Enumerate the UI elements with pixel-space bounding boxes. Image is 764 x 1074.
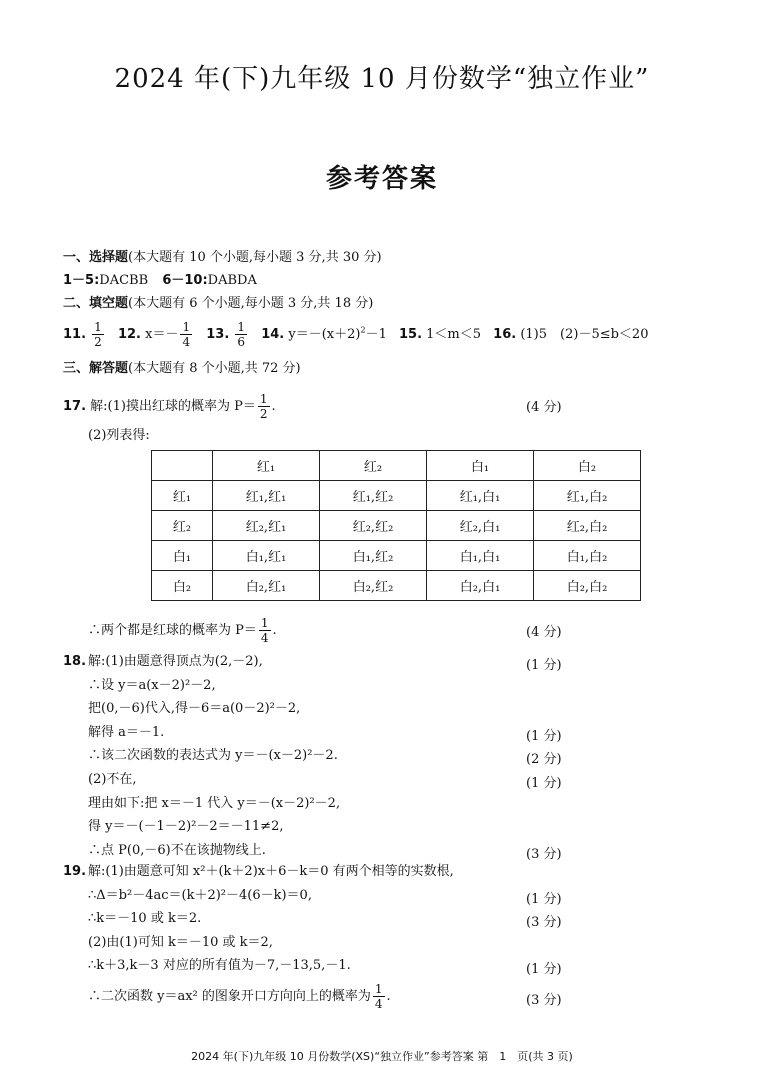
q19-number: 19. [63,864,87,879]
q15-answer: 1＜m＜5 [426,327,482,342]
q19-last-line: ∴二次函数 y＝ax² 的图象开口方向向上的概率为 [88,989,371,1004]
table-header-cell: 白₁ [427,451,534,481]
q17-score2: (4 分) [526,625,562,640]
table-cell: 红₁,红₂ [320,481,427,511]
probability-table [151,450,641,601]
q17-line3: ∴两个都是红球的概率为 P＝ [88,623,257,638]
q17-number: 17. [63,399,87,414]
q18-line: 理由如下:把 x＝－1 代入 y＝－(x－2)²－2, [88,795,341,811]
q19-line: ∴Δ＝b²－4ac＝(k＋2)²－4(6－k)＝0, [88,887,312,903]
q12-fraction: $\frac{1}{4}$ [182,320,191,349]
q19-conclusion: ∴二次函数 y＝ax² 的图象开口方向向上的概率为 $\frac{1}{4}$ . [88,982,391,1011]
q18-score: (1 分) [526,728,562,744]
q11-number: 11. [63,327,87,342]
table-cell: 红₁,白₂ [534,481,641,511]
table-row [152,481,641,511]
table-cell: 红₁,红₁ [213,481,320,511]
q17-score1: (4 分) [526,400,562,415]
q18-line: ∴点 P(0,－6)不在该抛物线上. [88,842,266,858]
q18-line: 得 y＝－(－1－2)²－2＝－11≠2, [88,819,284,835]
q19-line: ∴k＝－10 或 k＝2. [88,911,202,926]
table-header-row [152,451,641,481]
table-row [152,541,641,571]
table-cell: 红₁,白₁ [427,481,534,511]
q17-fraction2: $\frac{1}{4}$ [260,616,269,645]
page-footer: 2024 年(下)九年级 10 月份数学(XS)“独立作业”参考答案 第 1 页(共 3 页) [191,1050,573,1063]
q19-score-last: (3 分) [526,993,562,1008]
q15-number: 15. [398,327,423,342]
q13-fraction: $\frac{1}{6}$ [237,320,246,349]
q11-fraction: $\frac{1}{2}$ [94,320,102,349]
section-solve [63,361,301,377]
table-cell: 白₁,红₁ [213,541,320,571]
table-cell: 白₁,红₂ [320,541,427,571]
table-cell: 红₂,白₂ [534,511,641,541]
section-solve-note: (本大题有 8 个小题,共 72 分) [128,361,301,376]
table-header-cell: 红₁ [213,451,320,481]
section-choice-head: 一、选择题 [63,250,129,265]
q18-line: 把(0,－6)代入,得－6＝a(0－2)²－2, [88,701,301,717]
table-corner-cell [152,451,213,481]
q18-line: ∴设 y＝a(x－2)²－2, [88,677,216,693]
q18-line: 解:(1)由题意得顶点为(2,－2), [88,654,263,669]
table-cell: 白₂,红₁ [213,571,320,601]
q19-fraction: $\frac{1}{4}$ [374,982,383,1011]
choice-range-a: 1－5: [63,273,100,288]
table-row-head: 白₂ [152,571,213,601]
table-cell: 白₂,白₂ [534,571,641,601]
choice-answers [63,273,257,289]
table-row [152,571,641,601]
section-fill [63,296,373,312]
choice-answers-b: DABDA [207,273,257,288]
q19-line: (2)由(1)可知 k＝－10 或 k＝2, [88,934,273,950]
q19-score: (1 分) [526,891,562,907]
table-cell: 红₂,白₁ [427,511,534,541]
section-fill-note: (本大题有 6 个小题,每小题 3 分,共 18 分) [128,296,374,311]
table-cell: 红₂,红₂ [320,511,427,541]
page-subtitle: 参考答案 [325,164,438,194]
q18-line: ∴该二次函数的表达式为 y＝－(x－2)²－2. [88,748,338,764]
table-cell: 白₂,白₁ [427,571,534,601]
table-cell: 白₁,白₂ [534,541,641,571]
q18-score: (2 分) [526,752,562,768]
table-cell: 红₂,红₁ [213,511,320,541]
q13-number: 13. [206,327,230,342]
q18-score: (3 分) [526,846,562,862]
table-header-cell: 白₂ [534,451,641,481]
page-title: 2024 年(下)九年级 10 月份数学“独立作业” [114,64,650,94]
fill-answers [63,320,648,349]
q14-number: 14. [261,327,285,342]
section-fill-head: 二、填空题 [63,296,129,311]
q17-fraction1: $\frac{1}{2}$ [259,392,268,421]
section-choice-note: (本大题有 10 个小题,每小题 3 分,共 30 分) [128,250,382,265]
q18-line: 解得 a＝－1. [88,724,165,740]
q18-line: (2)不在, [88,772,137,787]
q16-number: 16. [493,327,517,342]
table-cell: 白₁,白₁ [427,541,534,571]
choice-range-b: 6－10: [162,273,208,288]
q12-number: 12. [117,327,141,342]
q18-number: 18. [63,654,87,669]
section-solve-head: 三、解答题 [63,361,129,376]
q14-answer: $y=-(x+2)^2-1$ [288,325,387,342]
q18-score: (1 分) [526,776,562,791]
q16-answer: (1)5 (2)－5≤b＜20 [520,327,649,342]
section-choice [63,250,382,266]
table-row-head: 白₁ [152,541,213,571]
q18-score: (1 分) [526,658,562,673]
table-row-head: 红₁ [152,481,213,511]
q17-line2: (2)列表得: [88,428,150,443]
q17-conclusion: ∴两个都是红球的概率为 P＝ $\frac{1}{4}$ . [88,616,277,645]
table-row [152,511,641,541]
table-cell: 白₂,红₂ [320,571,427,601]
q17-line1: 解:(1)摸出红球的概率为 P＝ [90,399,256,414]
q19-line: 解:(1)由题意可知 x²＋(k＋2)x＋6－k＝0 有两个相等的实数根, [88,864,454,879]
table-row-head: 红₂ [152,511,213,541]
table-header-cell: 红₂ [320,451,427,481]
choice-answers-a: DACBB [99,273,149,288]
q19-score: (3 分) [526,915,562,930]
q19-score: (1 分) [526,962,562,977]
q17-part1: 17. 解:(1)摸出红球的概率为 P＝ $\frac{1}{2}$ . [63,392,276,421]
q12-answer: x＝－ [145,327,179,342]
q19-line: ∴k＋3,k－3 对应的所有值为－7,－13,5,－1. [88,958,351,973]
